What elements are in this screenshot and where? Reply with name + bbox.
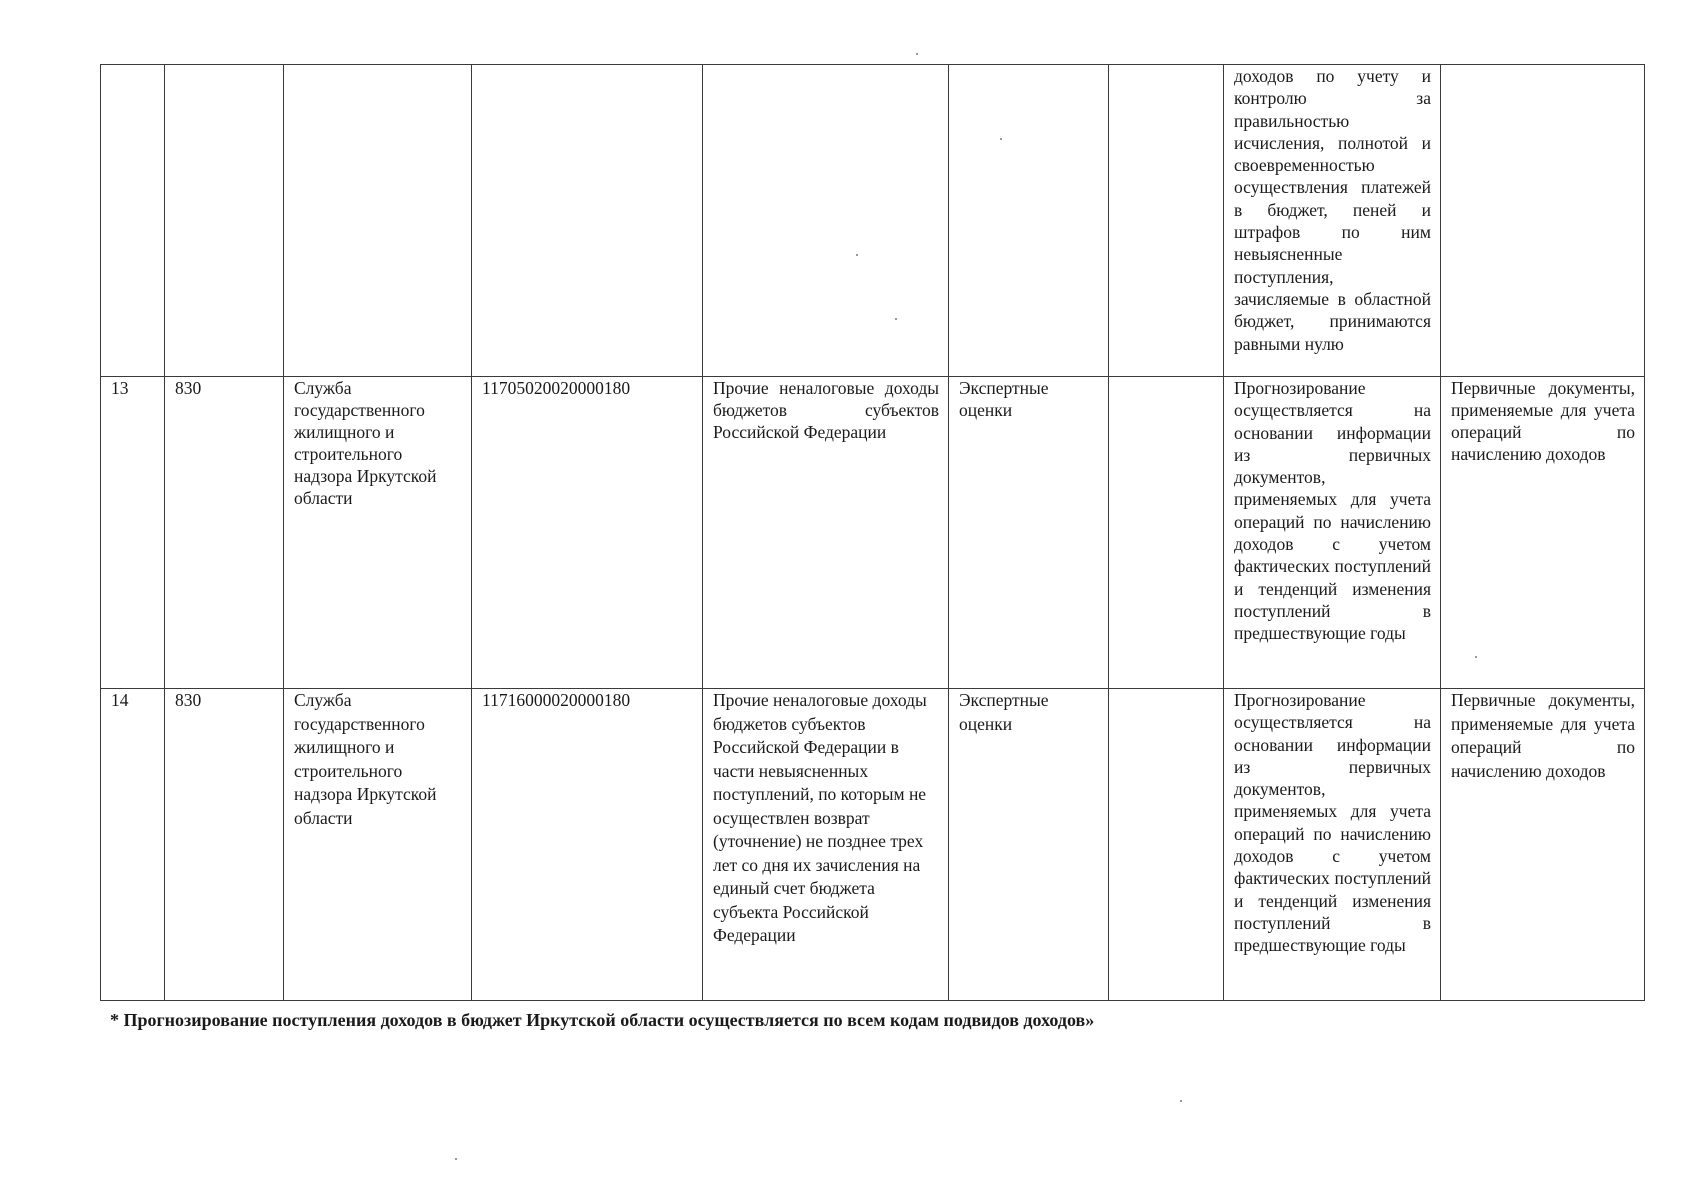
cell-admin-name: Служба государственного жилищного и строительного надзора Иркутской области [284,377,472,689]
cell-algorithm-continuation: доходов по учету и контролю за правильностью исчисления, полнотой и своевременностью осуществления платежей в бюджет, пеней и штрафов по ним невыясненные поступления, зачисляемые в областной бюджет, принимаются равными нулю [1224,65,1441,377]
cell-admin-code: 830 [165,377,284,689]
cell-num: 13 [101,377,165,689]
cell-num: 14 [101,689,165,1001]
cell-method [949,65,1109,377]
cell-kbk: 11716000020000180 [472,689,703,1001]
cell-method: Экспертные оценки [949,689,1109,1001]
cell-num [101,65,165,377]
scan-speck [1475,656,1477,658]
scan-speck [916,53,918,55]
table-row [101,377,1645,689]
footnote: * Прогнозирование поступления доходов в бюджет Иркутской области осуществляется по всем кодам подвидов доходов» [110,1010,1095,1030]
cell-admin-name: Служба государственного жилищного и строительного надзора Иркутской области [284,689,472,1001]
scan-speck [1180,1100,1182,1102]
table-row-continuation [101,65,1645,377]
cell-source: Первичные документы, применяемые для учета операций по начислению доходов [1441,377,1645,689]
scan-speck [895,318,897,320]
cell-method: Экспертные оценки [949,377,1109,689]
cell-income-name: Прочие неналоговые доходы бюджетов субъектов Российской Федерации [703,377,949,689]
scan-speck [856,254,858,256]
cell-kbk [472,65,703,377]
cell-formula [1109,377,1224,689]
cell-algorithm: Прогнозирование осуществляется на основании информации из первичных документов, применяемых для учета операций по начислению доходов с учетом фактических поступлений и тенденций изменения поступлений в предшествующие годы [1224,377,1441,689]
table-row [101,689,1645,1001]
cell-income-name [703,65,949,377]
scan-speck [1000,138,1002,140]
cell-kbk: 11705020020000180 [472,377,703,689]
cell-formula [1109,689,1224,1001]
cell-source: Первичные документы, применяемые для учета операций по начислению доходов [1441,689,1645,1001]
cell-formula [1109,65,1224,377]
cell-admin-code [165,65,284,377]
cell-admin-code: 830 [165,689,284,1001]
cell-income-name: Прочие неналоговые доходы бюджетов субъектов Российской Федерации в части невыясненных поступлений, по которым не осуществлен возврат (уточнение) не позднее трех лет со дня их зачисления на единый счет бюджета субъекта Российской Федерации [703,689,949,1001]
scan-speck [455,1158,457,1160]
cell-algorithm: Прогнозирование осуществляется на основании информации из первичных документов, применяемых для учета операций по начислению доходов с учетом фактических поступлений и тенденций изменения поступлений в предшествующие годы [1224,689,1441,1001]
cell-admin-name [284,65,472,377]
revenue-forecast-table [100,64,1645,1001]
cell-source [1441,65,1645,377]
